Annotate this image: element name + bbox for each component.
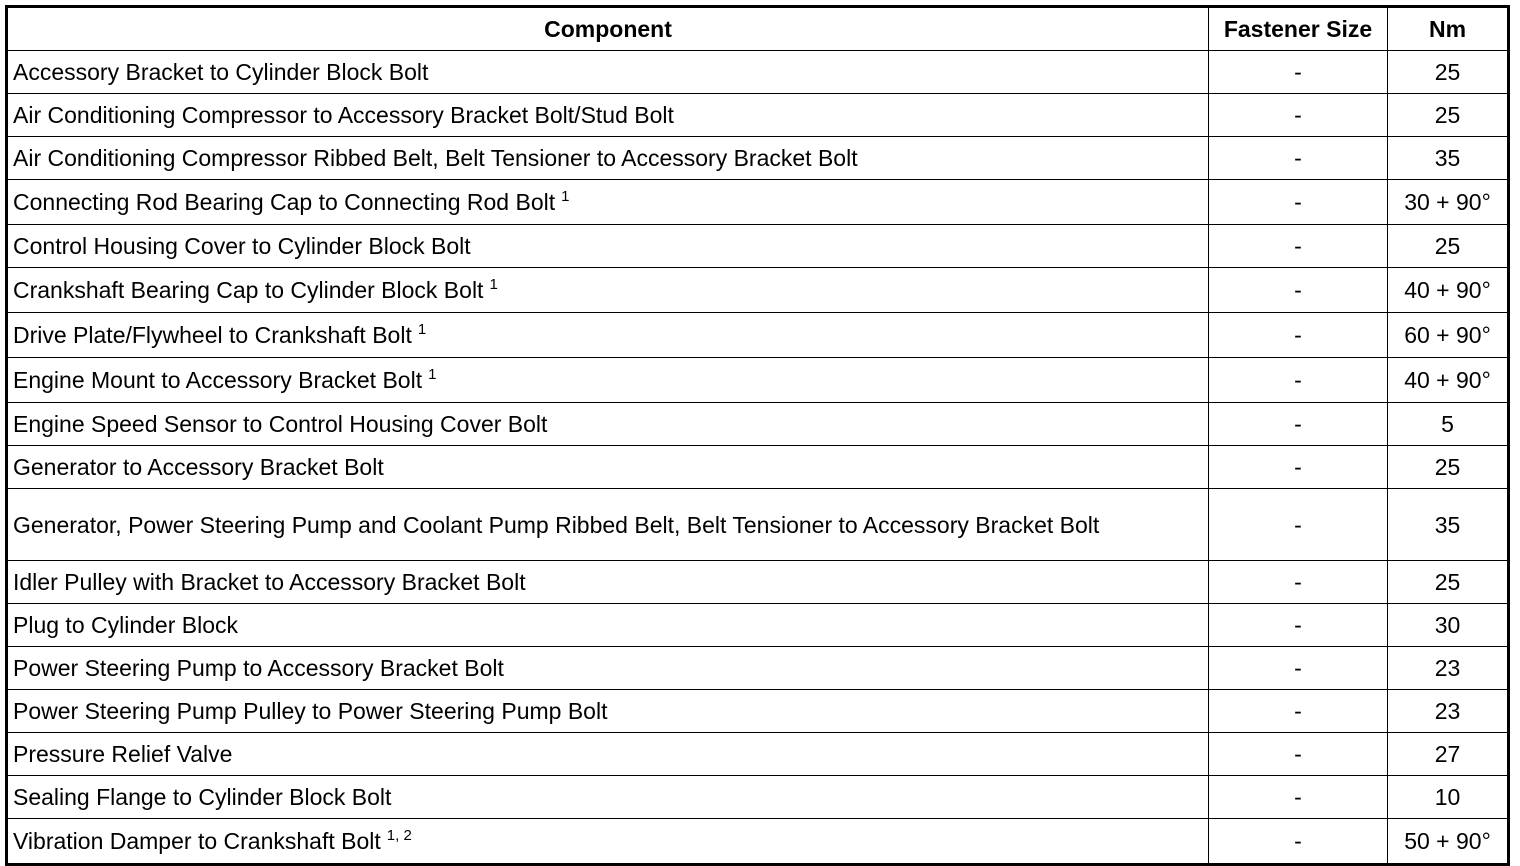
component-name: Plug to Cylinder Block — [13, 612, 238, 638]
torque-nm-cell: 27 — [1388, 733, 1509, 776]
component-cell — [7, 313, 1209, 358]
component-name: Pressure Relief Valve — [13, 741, 233, 767]
fastener-size-cell: - — [1209, 561, 1388, 604]
torque-nm-cell: 50 + 90° — [1388, 819, 1509, 865]
component-cell — [7, 489, 1209, 561]
torque-nm-cell: 35 — [1388, 489, 1509, 561]
component-cell — [7, 358, 1209, 403]
table-row — [7, 819, 1509, 865]
component-cell — [7, 819, 1209, 865]
torque-nm-cell: 30 — [1388, 604, 1509, 647]
component-cell — [7, 180, 1209, 225]
component-cell — [7, 690, 1209, 733]
component-name: Accessory Bracket to Cylinder Block Bolt — [13, 59, 429, 85]
component-name: Generator, Power Steering Pump and Coolant Pump Ribbed Belt, Belt Tensioner to Accessory Bracket Bolt — [13, 511, 1100, 538]
table-row — [7, 561, 1509, 604]
fastener-size-cell: - — [1209, 733, 1388, 776]
component-name: Drive Plate/Flywheel to Crankshaft Bolt — [13, 322, 412, 348]
fastener-size-cell: - — [1209, 489, 1388, 561]
table-row — [7, 51, 1509, 94]
column-header-component: Component — [7, 7, 1209, 51]
torque-nm-cell: 25 — [1388, 446, 1509, 489]
component-name: Air Conditioning Compressor Ribbed Belt, Belt Tensioner to Accessory Bracket Bolt — [13, 145, 858, 171]
table-row — [7, 604, 1509, 647]
fastener-size-cell: - — [1209, 776, 1388, 819]
table-row — [7, 180, 1509, 225]
table-row — [7, 733, 1509, 776]
component-cell — [7, 733, 1209, 776]
torque-nm-cell: 25 — [1388, 561, 1509, 604]
component-name: Power Steering Pump to Accessory Bracket Bolt — [13, 655, 504, 681]
footnote-marker: 1 — [428, 366, 437, 383]
table-row — [7, 690, 1509, 733]
table-row — [7, 489, 1509, 561]
component-name: Generator to Accessory Bracket Bolt — [13, 454, 384, 480]
component-cell — [7, 94, 1209, 137]
fastener-size-cell: - — [1209, 403, 1388, 446]
column-header-nm: Nm — [1388, 7, 1509, 51]
column-header-fastener-size: Fastener Size — [1209, 7, 1388, 51]
fastener-size-cell: - — [1209, 51, 1388, 94]
torque-nm-cell: 10 — [1388, 776, 1509, 819]
table-row — [7, 446, 1509, 489]
torque-nm-cell: 60 + 90° — [1388, 313, 1509, 358]
table-row — [7, 313, 1509, 358]
torque-nm-cell: 35 — [1388, 137, 1509, 180]
footnote-marker: 1 — [417, 321, 427, 338]
component-name: Control Housing Cover to Cylinder Block Bolt — [13, 233, 471, 259]
component-cell — [7, 51, 1209, 94]
fastener-size-cell: - — [1209, 94, 1388, 137]
fastener-size-cell: - — [1209, 358, 1388, 403]
table-row — [7, 403, 1509, 446]
component-cell — [7, 776, 1209, 819]
component-name: Vibration Damper to Crankshaft Bolt — [13, 828, 381, 854]
fastener-size-cell: - — [1209, 819, 1388, 865]
fastener-size-cell: - — [1209, 604, 1388, 647]
torque-nm-cell: 25 — [1388, 225, 1509, 268]
component-name: Crankshaft Bearing Cap to Cylinder Block Bolt — [13, 277, 484, 303]
fastener-size-cell: - — [1209, 647, 1388, 690]
component-name: Power Steering Pump Pulley to Power Steering Pump Bolt — [13, 698, 608, 724]
table-row — [7, 268, 1509, 313]
footnote-marker: 1 — [561, 188, 570, 205]
torque-nm-cell: 23 — [1388, 647, 1509, 690]
fastener-size-cell: - — [1209, 446, 1388, 489]
component-name: Idler Pulley with Bracket to Accessory Bracket Bolt — [13, 569, 526, 595]
torque-nm-cell: 25 — [1388, 51, 1509, 94]
table-row — [7, 776, 1509, 819]
component-cell — [7, 561, 1209, 604]
torque-nm-cell: 5 — [1388, 403, 1509, 446]
table-header-row — [7, 7, 1509, 51]
footnote-marker: 1, 2 — [386, 827, 412, 844]
fastener-size-cell: - — [1209, 313, 1388, 358]
component-cell — [7, 403, 1209, 446]
component-cell — [7, 137, 1209, 180]
fastener-size-cell: - — [1209, 268, 1388, 313]
torque-nm-cell: 40 + 90° — [1388, 358, 1509, 403]
fastener-size-cell: - — [1209, 225, 1388, 268]
component-name: Sealing Flange to Cylinder Block Bolt — [13, 784, 392, 810]
torque-spec-table — [5, 5, 1510, 866]
torque-nm-cell: 30 + 90° — [1388, 180, 1509, 225]
fastener-size-cell: - — [1209, 180, 1388, 225]
torque-nm-cell: 25 — [1388, 94, 1509, 137]
component-name: Connecting Rod Bearing Cap to Connecting Rod Bolt — [13, 189, 556, 215]
table-row — [7, 358, 1509, 403]
component-name: Engine Mount to Accessory Bracket Bolt — [13, 367, 423, 393]
table-row — [7, 225, 1509, 268]
component-cell — [7, 268, 1209, 313]
fastener-size-cell: - — [1209, 137, 1388, 180]
component-name: Engine Speed Sensor to Control Housing Cover Bolt — [13, 411, 548, 437]
table-row — [7, 647, 1509, 690]
torque-nm-cell: 40 + 90° — [1388, 268, 1509, 313]
table-row — [7, 94, 1509, 137]
component-name: Air Conditioning Compressor to Accessory Bracket Bolt/Stud Bolt — [13, 102, 674, 128]
component-cell — [7, 225, 1209, 268]
torque-nm-cell: 23 — [1388, 690, 1509, 733]
component-cell — [7, 647, 1209, 690]
component-cell — [7, 446, 1209, 489]
fastener-size-cell: - — [1209, 690, 1388, 733]
table-row — [7, 137, 1509, 180]
footnote-marker: 1 — [489, 276, 498, 293]
component-cell — [7, 604, 1209, 647]
